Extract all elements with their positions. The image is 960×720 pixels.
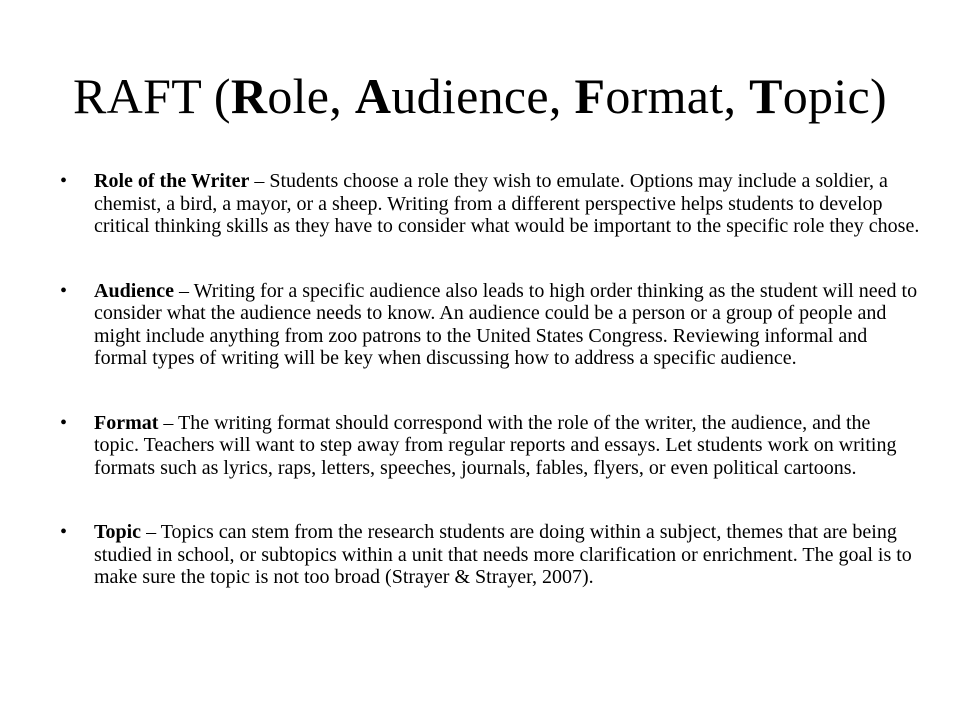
bullet-term: Format — [94, 411, 159, 434]
bullet-dot: • — [60, 411, 68, 434]
bullet-dot: • — [60, 170, 68, 192]
bullet-dot: • — [60, 521, 68, 543]
title-part: udience, — [391, 68, 575, 124]
title-part: RAFT ( — [73, 68, 231, 124]
bullet-list — [60, 170, 920, 631]
title-part-bold: T — [749, 68, 783, 124]
bullet-item-topic — [60, 521, 920, 589]
bullet-text: – Students choose a role they wish to emulate. Options may include a soldier, a chemist, a bird, a mayor, or a sheep. Writing from a different perspective helps students to develop critical thinking skills as they have to consider what would be important to the specific role they chose. — [94, 170, 920, 237]
bullet-text: – Writing for a specific audience also leads to high order thinking as the student will need to consider what the audience needs to know. An audience could be a person or a group of people and might include anything from zoo patrons to the United States Congress. Reviewing informal and formal types of writing will be key when discussing how to address a specific audience. — [94, 279, 918, 369]
title-part-bold: R — [230, 68, 268, 124]
bullet-term: Role of the Writer — [94, 170, 250, 192]
bullet-text: – The writing format should correspond with the role of the writer, the audience, and the topic. Teachers will want to step away from regular reports and essays. Let students work on writing formats such as lyrics, raps, letters, speeches, journals, fables, flyers, or even political cartoons. — [94, 411, 897, 479]
bullet-item-role — [60, 170, 920, 238]
bullet-term: Topic — [94, 521, 142, 543]
bullet-item-audience — [60, 280, 920, 370]
bullet-item-format — [60, 412, 920, 480]
title-part-bold: A — [354, 68, 392, 124]
bullet-term: Audience — [94, 279, 174, 302]
bullet-text: – Topics can stem from the research students are doing within a subject, themes that are being studied in school, or subtopics within a unit that needs more clarification or enrichment. The goal is to make sure the topic is not too broad (Strayer & Strayer, 2007). — [94, 521, 912, 588]
title-part: ormat, — [605, 68, 750, 124]
title-part: ole, — [267, 68, 355, 124]
bullet-dot: • — [60, 279, 68, 302]
slide-title — [60, 66, 900, 126]
title-part: opic) — [782, 68, 887, 124]
title-part-bold: F — [574, 68, 606, 124]
